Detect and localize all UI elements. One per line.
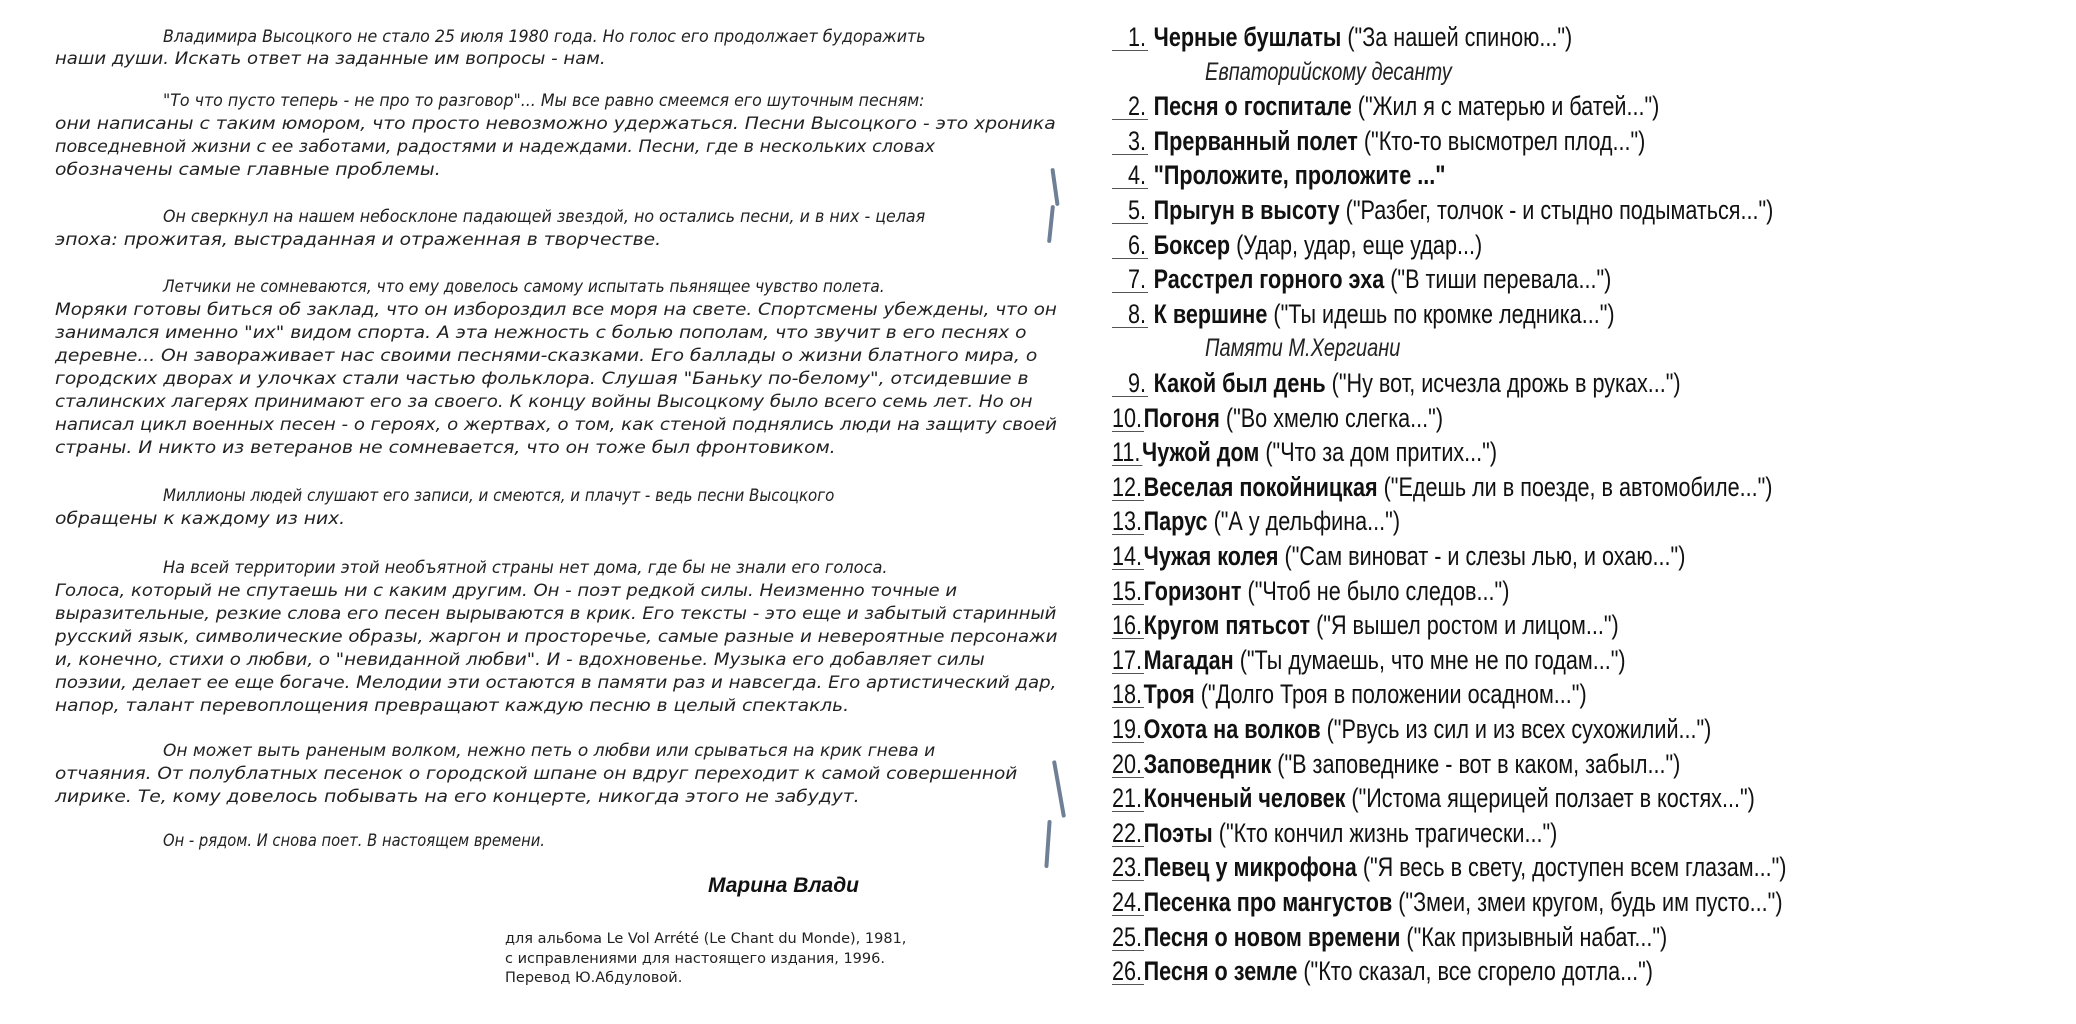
track-title: Песня о новом времени xyxy=(1143,921,1401,952)
track-number: 22. xyxy=(1112,817,1143,848)
track-first-line: ("В заповеднике - вот в каком, забыл...") xyxy=(1271,748,1681,779)
track-number: 25. xyxy=(1112,921,1143,952)
paragraph-first-line: Владимира Высоцкого не стало 25 июля 1980 года. Но голос его продолжает будоражить xyxy=(163,27,926,47)
track-title: Прыгун в высоту xyxy=(1153,195,1340,225)
track-title: Какой был день xyxy=(1153,368,1326,398)
track-first-line: ("Чтоб не было следов...") xyxy=(1241,575,1510,606)
track-item xyxy=(1112,782,1755,814)
track-title: Кругом пятьсот xyxy=(1143,610,1311,641)
track-title: Песня о земле xyxy=(1143,956,1298,987)
paragraph-first-line: Летчики не сомневаются, что ему довелось самому испытать пьянящее чувство полета. xyxy=(163,277,885,297)
track-number: 12. xyxy=(1112,471,1143,502)
track-first-line: ("Ты идешь по кромке ледника...") xyxy=(1267,298,1615,329)
track-number: 8. xyxy=(1112,301,1148,328)
paragraph-line: они написаны с таким юмором, что просто невозможно удержаться. Песни Высоцкого - это хроника xyxy=(55,114,1056,134)
track-dedication: Евпаторийскому десанту xyxy=(1205,57,1452,86)
signature: Марина Влади xyxy=(708,874,859,897)
track-title: Песня о госпитале xyxy=(1153,91,1352,122)
track-number: 18. xyxy=(1112,679,1143,710)
track-title: Горизонт xyxy=(1143,575,1242,606)
track-number: 24. xyxy=(1112,887,1143,917)
track-title: Парус xyxy=(1143,506,1208,537)
paragraph-first-line: Он может выть раненым волком, нежно петь о любви или срываться на крик гнева и xyxy=(163,741,936,761)
track-item xyxy=(1112,367,1681,399)
paragraph-line: сталинских лагерях принимают его за своего. К концу войны Высоцкому было всего семь лет. Но он xyxy=(55,392,1033,412)
paragraph-line: написал цикл военных песен - о героях, о жертвах, о том, как стеной поднялись люди на защиту своей xyxy=(55,415,1057,435)
track-number: 14. xyxy=(1112,541,1143,571)
track-item xyxy=(1112,263,1611,295)
track-number: 11. xyxy=(1112,437,1141,468)
paragraph-line: и, конечно, стихи о любви, о "невиданной любви". И - вдохновенье. Музыка его добавляет силы xyxy=(55,650,985,670)
track-item xyxy=(1112,609,1619,641)
track-first-line: ("А у дельфина...") xyxy=(1207,506,1401,537)
track-item xyxy=(1112,748,1680,780)
paragraph-line: Голоса, который не спутаешь ни с каким другим. Он - поэт редкой силы. Неизменно точные и xyxy=(55,581,958,601)
track-first-line: ("Ты думаешь, что мне не по годам...") xyxy=(1233,644,1626,675)
track-first-line: ("Жил я с матерью и батей...") xyxy=(1351,91,1660,122)
track-first-line: ("Я вышел ростом и лицом...") xyxy=(1310,610,1619,641)
track-number: 4. xyxy=(1112,162,1148,189)
track-item xyxy=(1112,817,1557,849)
track-number: 13. xyxy=(1112,506,1143,537)
paragraph-line: выразительные, резкие слова его песен вырываются в крик. Его тексты - это еще и забытый старинный xyxy=(55,604,1057,624)
paragraph-line: эпоха: прожитая, выстраданная и отраженная в творчестве. xyxy=(55,230,662,250)
track-number: 3. xyxy=(1112,128,1148,155)
track-item xyxy=(1112,921,1667,953)
track-title: Расстрел горного эха xyxy=(1153,264,1385,295)
track-first-line: ("Рвусь из сил и из всех сухожилий...") xyxy=(1320,714,1712,744)
track-title: Веселая покойницкая xyxy=(1143,471,1378,502)
track-item xyxy=(1112,644,1626,676)
track-item xyxy=(1112,471,1772,503)
track-item xyxy=(1112,125,1645,157)
track-number: 17. xyxy=(1112,644,1143,675)
paragraph-first-line: "То что пусто теперь - не про то разговор"... Мы все равно смеемся его шуточным песням: xyxy=(163,91,925,111)
track-number: 10. xyxy=(1112,402,1143,433)
track-first-line: ("Что за дом притих...") xyxy=(1259,437,1498,468)
track-first-line: ("Змеи, змеи кругом, будь им пусто...") xyxy=(1392,887,1783,917)
track-title: Черные бушлаты xyxy=(1153,22,1342,52)
track-number: 15. xyxy=(1112,575,1143,606)
track-title: Певец у микрофона xyxy=(1143,852,1357,883)
track-number: 9. xyxy=(1112,370,1148,397)
track-first-line: ("Как призывный набат...") xyxy=(1400,921,1668,952)
track-first-line: ("Во хмелю слегка...") xyxy=(1219,402,1444,433)
track-first-line: ("В тиши перевала...") xyxy=(1384,264,1612,295)
credits-line: Перевод Ю.Абдуловой. xyxy=(505,970,683,986)
paragraph-line: наши души. Искать ответ на заданные им вопросы - нам. xyxy=(55,49,606,69)
track-number: 23. xyxy=(1112,852,1143,883)
track-dedication: Памяти М.Хергиани xyxy=(1205,334,1401,363)
paragraph-line: обозначены самые главные проблемы. xyxy=(55,160,441,180)
paragraph-line: Моряки готовы биться об заклад, что он избороздил все моря на свете. Спортсмены убеждены, что он xyxy=(55,300,1057,320)
track-title: Прерванный полет xyxy=(1153,125,1358,156)
track-first-line: ("За нашей спиною...") xyxy=(1341,22,1573,52)
track-number: 19. xyxy=(1112,714,1143,744)
paragraph-line: городских дворах и улочках стали частью фольклора. Слушая "Баньку по-белому", отсидевшие в xyxy=(55,369,1029,389)
track-item xyxy=(1112,540,1685,572)
track-number: 1. xyxy=(1112,24,1148,51)
track-title: Боксер xyxy=(1153,229,1231,260)
paragraph-line: обращены к каждому из них. xyxy=(55,509,346,529)
track-item xyxy=(1112,713,1711,745)
track-first-line: ("Ну вот, исчезла дрожь в руках...") xyxy=(1325,368,1681,398)
track-number: 5. xyxy=(1112,197,1148,224)
track-title: Конченый человек xyxy=(1143,783,1346,814)
track-item xyxy=(1112,678,1587,710)
track-title: Погоня xyxy=(1143,402,1220,433)
track-title: Троя xyxy=(1143,679,1195,710)
credits-line: для альбома Le Vol Arrété (Le Chant du Monde), 1981, xyxy=(505,931,907,947)
track-title: Заповедник xyxy=(1143,748,1272,779)
paragraph-first-line: Он сверкнул на нашем небосклоне падающей звездой, но остались песни, и в них - целая xyxy=(163,207,926,227)
track-first-line: ("Едешь ли в поезде, в автомобиле...") xyxy=(1377,471,1773,502)
track-title: Чужой дом xyxy=(1142,437,1260,468)
paragraph-first-line: На всей территории этой необъятной страны нет дома, где бы не знали его голоса. xyxy=(163,558,888,578)
paragraph-line: деревне... Он завораживает нас своими песнями-сказками. Его баллады о жизни блатного мира, о xyxy=(55,346,1038,366)
track-item xyxy=(1112,194,1773,226)
track-first-line: ("Истома ящерицей ползает в костях...") xyxy=(1345,783,1755,814)
paragraph-line: занимался именно "их" видом спорта. А эта нежность с болью пополам, что звучит в его песнях о xyxy=(55,323,1027,343)
track-title: Охота на волков xyxy=(1143,714,1321,744)
track-first-line: (Удар, удар, еще удар...) xyxy=(1230,229,1483,260)
track-number: 21. xyxy=(1112,783,1143,814)
track-item xyxy=(1112,505,1400,537)
paragraph-line: поэзии, делает ее еще богаче. Мелодии эти остаются в памяти раз и навсегда. Его артистический дар, xyxy=(55,673,1057,693)
track-title: Магадан xyxy=(1143,644,1234,675)
track-title: К вершине xyxy=(1153,298,1268,329)
track-item xyxy=(1112,575,1509,607)
track-number: 6. xyxy=(1112,232,1148,259)
track-first-line: ("Кто кончил жизнь трагически...") xyxy=(1212,817,1558,848)
track-item xyxy=(1112,298,1615,330)
track-item xyxy=(1112,229,1482,261)
credits-line: с исправлениями для настоящего издания, 1996. xyxy=(505,951,885,967)
track-title: Песенка про мангустов xyxy=(1143,887,1393,917)
track-item xyxy=(1112,402,1443,434)
track-item xyxy=(1112,851,1786,883)
track-item xyxy=(1112,90,1659,122)
track-item xyxy=(1112,436,1497,468)
track-item xyxy=(1112,21,1572,53)
track-number: 7. xyxy=(1112,266,1148,293)
track-number: 26. xyxy=(1112,956,1143,987)
track-number: 2. xyxy=(1112,93,1148,120)
track-number: 16. xyxy=(1112,610,1143,641)
track-first-line: ("Сам виноват - и слезы лью, и охаю...") xyxy=(1278,541,1686,571)
track-number: 20. xyxy=(1112,748,1143,779)
track-title: Чужая колея xyxy=(1143,541,1279,571)
paragraph-line: напор, талант перевоплощения превращают каждую песню в целый спектакль. xyxy=(55,696,849,716)
paragraph-line: повседневной жизни с ее заботами, радостями и надеждами. Песни, где в нескольких словах xyxy=(55,137,936,157)
track-first-line: ("Долго Троя в положении осадном...") xyxy=(1194,679,1587,710)
track-item xyxy=(1112,886,1783,918)
track-first-line: ("Кто-то высмотрел плод...") xyxy=(1357,125,1646,156)
paragraph-first-line: Он - рядом. И снова поет. В настоящем времени. xyxy=(163,831,545,851)
track-first-line: ("Я весь в свету, доступен всем глазам...") xyxy=(1356,852,1787,883)
track-item xyxy=(1112,955,1653,987)
track-first-line: ("Разбег, толчок - и стыдно подыматься...") xyxy=(1339,195,1774,225)
paragraph-line: русский язык, символические образы, жаргон и просторечье, самые разные и невероятные персонажи xyxy=(55,627,1058,647)
track-item xyxy=(1112,159,1445,191)
track-title: Поэты xyxy=(1143,817,1213,848)
paragraph-line: отчаяния. От полублатных песенок о городской шпане он вдруг переходит к самой совершенной xyxy=(55,764,1018,784)
track-first-line: ("Кто сказал, все сгорело дотла...") xyxy=(1297,956,1653,987)
paragraph-line: страны. И никто из ветеранов не сомневается, что он тоже был фронтовиком. xyxy=(55,438,836,458)
paragraph-first-line: Миллионы людей слушают его записи, и смеются, и плачут - ведь песни Высоцкого xyxy=(163,486,835,506)
paragraph-line: лирике. Те, кому довелось побывать на его концерте, никогда этого не забудут. xyxy=(55,787,860,807)
track-title: "Проложите, проложите ..." xyxy=(1153,160,1446,191)
